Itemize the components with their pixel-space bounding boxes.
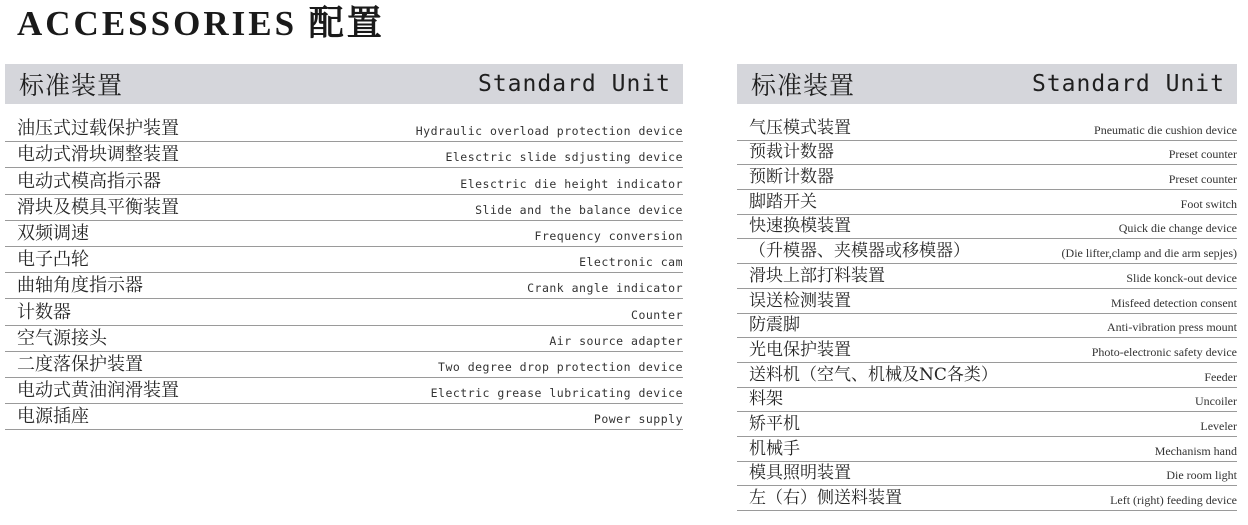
item-name-cn: 矫平机 (749, 413, 800, 434)
list-item (5, 168, 683, 194)
item-name-cn: 电动式模高指示器 (17, 170, 161, 192)
list-item (737, 462, 1237, 487)
list-item (737, 190, 1237, 215)
list-item (5, 116, 683, 142)
item-name-en: Two degree drop protection device (438, 359, 683, 374)
header-title-en: Standard Unit (1031, 71, 1225, 97)
item-name-en: Electronic cam (579, 255, 683, 270)
item-name-en: Electric grease lubricating device (430, 386, 683, 401)
item-name-cn: 气压模式装置 (749, 117, 851, 138)
list-item (5, 404, 683, 430)
item-name-cn: 空气源接头 (17, 327, 107, 349)
item-name-en: Hydraulic overload protection device (415, 124, 683, 139)
item-name-cn: 计数器 (17, 301, 71, 323)
item-name-cn: 送料机（空气、机械及NC各类） (749, 364, 998, 385)
item-name-cn: （升模器、夹模器或移模器） (749, 241, 970, 262)
standard-unit-panel-left (5, 64, 683, 430)
item-name-en: Preset counter (1168, 147, 1237, 162)
accessory-list (737, 116, 1237, 511)
item-name-en: Crank angle indicator (527, 281, 683, 296)
item-name-cn: 误送检测装置 (749, 290, 851, 311)
list-item (5, 142, 683, 168)
standard-unit-panel-right (737, 64, 1237, 511)
item-name-cn: 双频调速 (17, 222, 89, 244)
item-name-en: Slide konck-out device (1126, 270, 1237, 285)
item-name-en: Foot switch (1180, 196, 1237, 211)
list-item (737, 486, 1237, 511)
item-name-cn: 机械手 (749, 438, 800, 459)
item-name-en: Mechanism hand (1154, 443, 1237, 458)
item-name-cn: 脚踏开关 (749, 191, 817, 212)
list-item (737, 289, 1237, 314)
accessory-list (5, 116, 683, 430)
item-name-en: Air source adapter (549, 333, 683, 348)
list-item (5, 247, 683, 273)
item-name-en: Anti-vibration press mount (1107, 320, 1237, 335)
item-name-cn: 预裁计数器 (749, 142, 834, 163)
item-name-cn: 电子凸轮 (17, 249, 89, 271)
list-item (737, 388, 1237, 413)
list-item (737, 363, 1237, 388)
list-item (737, 215, 1237, 240)
header-title-en: Standard Unit (477, 71, 671, 97)
item-name-en: Die room light (1166, 468, 1237, 483)
item-name-cn: 模具照明装置 (749, 463, 851, 484)
item-name-en: Left (right) feeding device (1110, 493, 1237, 507)
item-name-en: Quick die change device (1118, 221, 1237, 236)
item-name-en: Leveler (1200, 418, 1237, 433)
item-name-cn: 左（右）侧送料装置 (749, 488, 902, 508)
list-item (737, 264, 1237, 289)
item-name-cn: 曲轴角度指示器 (17, 275, 143, 297)
list-item (5, 273, 683, 299)
item-name-cn: 电动式滑块调整装置 (17, 144, 179, 166)
list-item (5, 378, 683, 404)
item-name-en: Pneumatic die cushion device (1094, 122, 1237, 137)
item-name-en: Misfeed detection consent (1111, 295, 1237, 310)
list-item (5, 195, 683, 221)
list-item (5, 221, 683, 247)
header-title-cn: 标准装置 (751, 71, 856, 100)
item-name-en: Uncoiler (1195, 394, 1237, 409)
item-name-en: Photo-electronic safety device (1091, 344, 1237, 359)
list-item (737, 314, 1237, 339)
item-name-cn: 防震脚 (749, 315, 800, 336)
item-name-en: Power supply (593, 412, 683, 427)
item-name-en: Preset counter (1168, 172, 1237, 187)
item-name-cn: 油压式过载保护装置 (17, 118, 179, 140)
list-item (737, 338, 1237, 363)
item-name-cn: 二度落保护装置 (17, 353, 143, 375)
item-name-en: Feeder (1204, 369, 1237, 384)
list-item (5, 299, 683, 325)
item-name-en: Slide and the balance device (475, 202, 683, 217)
item-name-cn: 滑块及模具平衡装置 (17, 196, 179, 218)
item-name-en: Frequency conversion (534, 228, 683, 243)
item-name-cn: 预断计数器 (749, 167, 834, 188)
item-name-en: (Die lifter,clamp and die arm sepjes) (1061, 246, 1237, 261)
list-item (737, 239, 1237, 264)
item-name-cn: 滑块上部打料装置 (749, 265, 885, 286)
list-item (5, 352, 683, 378)
page-title: ACCESSORIES 配置 (17, 4, 385, 43)
header-title-cn: 标准装置 (19, 71, 124, 100)
panel-header (737, 64, 1237, 104)
item-name-en: Elesctric slide sdjusting device (445, 150, 683, 165)
item-name-cn: 光电保护装置 (749, 339, 851, 360)
item-name-cn: 电动式黄油润滑装置 (17, 380, 179, 402)
list-item (737, 412, 1237, 437)
item-name-cn: 电源插座 (17, 406, 89, 428)
list-item (737, 437, 1237, 462)
item-name-cn: 快速换模装置 (749, 216, 851, 237)
item-name-cn: 料架 (749, 389, 783, 410)
list-item (737, 116, 1237, 141)
item-name-en: Counter (631, 307, 683, 322)
item-name-en: Elesctric die height indicator (460, 176, 683, 191)
panel-header (5, 64, 683, 104)
list-item (737, 165, 1237, 190)
list-item (737, 141, 1237, 166)
list-item (5, 326, 683, 352)
